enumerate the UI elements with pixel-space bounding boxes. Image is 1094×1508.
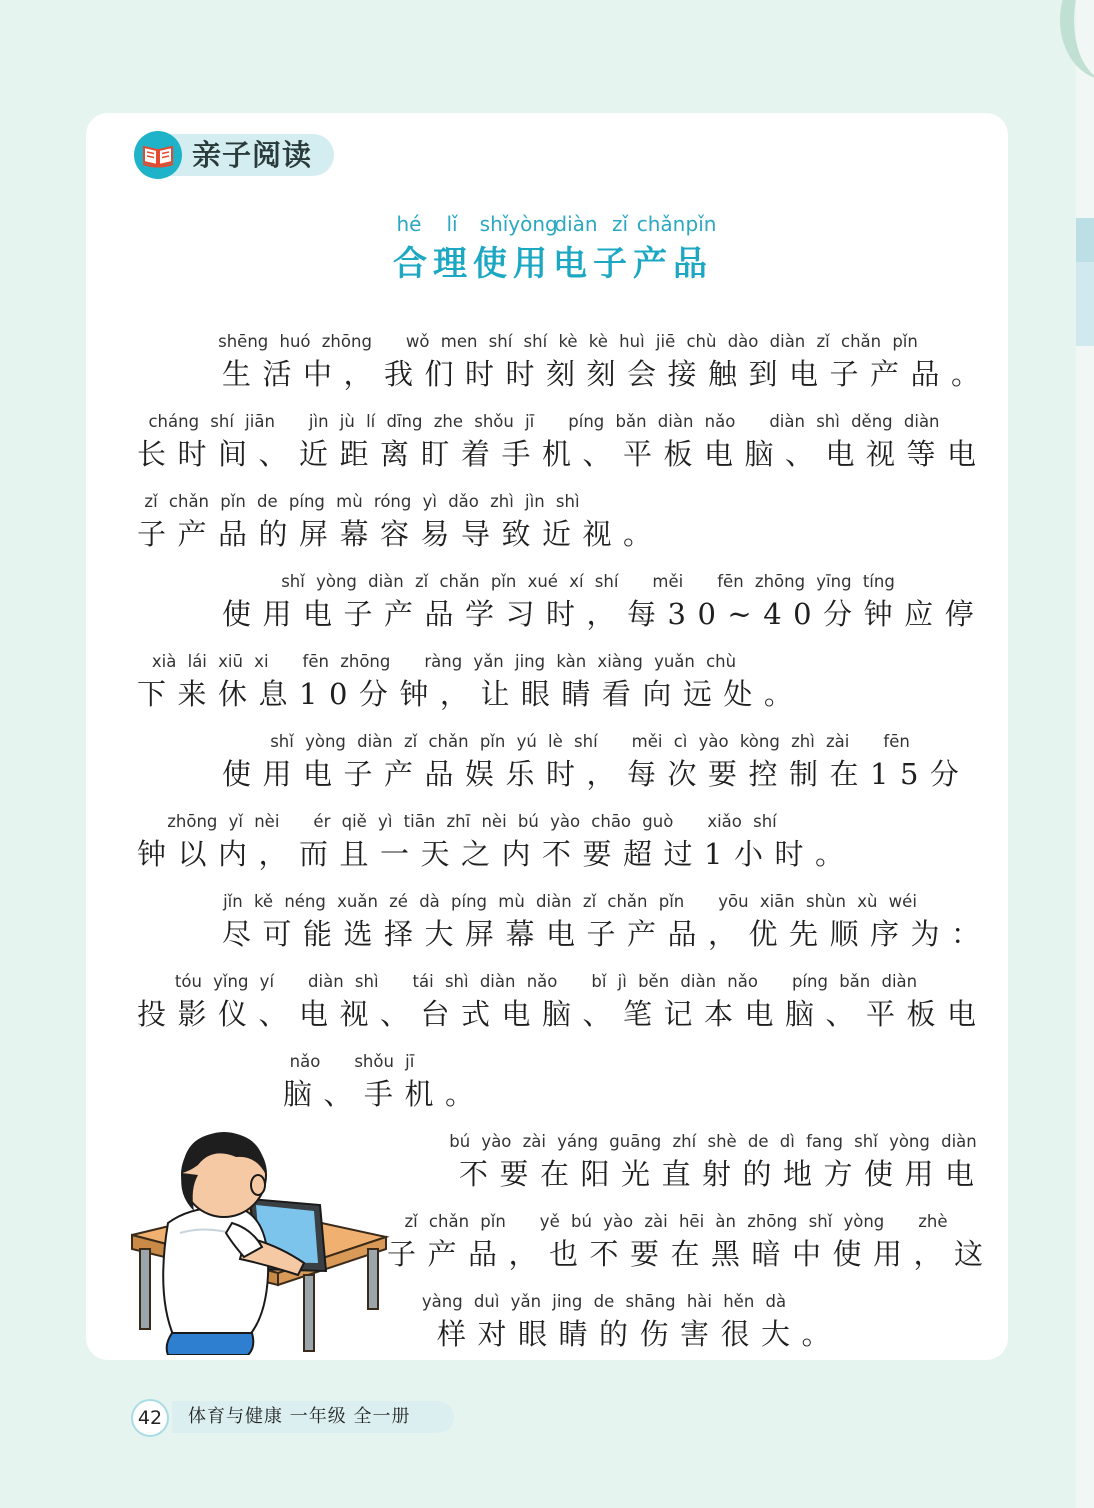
hanzi-line: 子产品，也不要在黑暗中使用，这 — [387, 1237, 995, 1271]
pinyin-word-group: ér qiě yì tiān zhī nèi bú yào chāo guò — [313, 812, 674, 831]
pinyin-line — [148, 412, 939, 431]
hanzi-line: 钟以内，而且一天之内不要超过1小时。 — [137, 837, 856, 871]
pinyin-word-group: píng bǎn diàn — [791, 972, 918, 991]
pinyin-line — [223, 892, 917, 911]
hanzi-line: 下来休息10分钟，让眼睛看向远处。 — [137, 677, 805, 711]
section-title: 亲子阅读 — [192, 138, 313, 172]
pinyin-word-group: zhè — [918, 1212, 948, 1231]
pinyin-word-group: xià lái xiū xi — [151, 652, 269, 671]
hanzi-line: 使用电子产品学习时，每30~40分钟应停 — [222, 597, 986, 631]
pinyin-line — [167, 812, 777, 831]
pinyin-word-group: xiǎo shí — [707, 812, 777, 831]
hanzi-line: 子产品的屏幕容易导致近视。 — [137, 517, 664, 551]
pinyin-word-group: zǐ chǎn pǐn de píng mù róng yì dǎo zhì jìn shì — [144, 492, 580, 511]
pinyin-word-group: yě bú yào zài hēi àn zhōng shǐ yòng — [539, 1212, 885, 1231]
pinyin-word-group: shǐ yòng diàn zǐ chǎn pǐn xué xí shí — [281, 572, 619, 591]
pinyin-word-group: měi cì yào kòng zhì zài — [631, 732, 850, 751]
pinyin-word-group: nǎo — [289, 1052, 321, 1071]
pinyin-word-group: měi — [652, 572, 684, 591]
pinyin-word-group: fēn zhōng — [302, 652, 391, 671]
title-pinyin-syllable: pǐn — [685, 212, 717, 236]
title-pinyin-syllable: chǎn — [636, 212, 686, 236]
pinyin-word-group: tái shì diàn nǎo — [412, 972, 558, 991]
pinyin-line — [270, 732, 910, 751]
hanzi-line: 投影仪、电视、台式电脑、笔记本电脑、平板电 — [137, 997, 988, 1031]
hanzi-line: 尽可能选择大屏幕电子产品，优先顺序为： — [222, 917, 992, 951]
pinyin-word-group: ràng yǎn jing kàn xiàng yuǎn chù — [424, 652, 737, 671]
hanzi-line: 使用电子产品娱乐时，每次要控制在15分 — [222, 757, 971, 791]
pinyin-word-group: yàng duì yǎn jing de shāng hài hěn dà — [421, 1292, 787, 1311]
pinyin-word-group: bú yào zài yáng guāng zhí shè de dì fang shǐ yòng diàn — [449, 1132, 977, 1151]
page-edge-tab — [1076, 218, 1094, 346]
pinyin-word-group: jìn jù lí dīng zhe shǒu jī — [308, 412, 535, 431]
hanzi-line: 脑、手机。 — [283, 1077, 486, 1111]
title-pinyin-syllable: diàn — [554, 212, 598, 236]
pinyin-word-group: shǒu jī — [354, 1052, 415, 1071]
pinyin-line — [281, 572, 895, 591]
book-title: 体育与健康 一年级 全一册 — [188, 1406, 411, 1427]
pinyin-word-group: shēng huó zhōng — [218, 332, 372, 351]
pinyin-word-group: zǐ chǎn pǐn — [404, 1212, 506, 1231]
title-pinyin-syllable: zǐ — [611, 212, 629, 236]
pinyin-line — [144, 492, 579, 511]
title-pinyin-syllable: shǐ — [479, 212, 509, 236]
pinyin-word-group: shǐ yòng diàn zǐ chǎn pǐn yú lè shí — [270, 732, 598, 751]
pinyin-word-group: jǐn kě néng xuǎn zé dà píng mù diàn zǐ chǎn pǐn — [223, 892, 685, 911]
hanzi-line: 长时间、近距离盯着手机、平板电脑、电视等电 — [137, 437, 988, 471]
pinyin-line — [218, 332, 918, 351]
open-book-icon — [134, 131, 182, 179]
pinyin-word-group: zhōng yǐ nèi — [167, 812, 280, 831]
pinyin-word-group: wǒ men shí shí kè kè huì jiē chù dào diàn zǐ chǎn pǐn — [405, 332, 918, 351]
pinyin-word-group: píng bǎn diàn nǎo — [568, 412, 736, 431]
pinyin-word-group: tóu yǐng yí — [174, 972, 275, 991]
section-badge — [134, 131, 334, 179]
pinyin-word-group: yōu xiān shùn xù wéi — [718, 892, 917, 911]
page-number: 42 — [131, 1399, 169, 1437]
hanzi-line: 样对眼睛的伤害很大。 — [437, 1317, 843, 1351]
article-title: 合理使用电子产品 — [393, 244, 713, 284]
pinyin-word-group: diàn shì děng diàn — [769, 412, 940, 431]
pinyin-line — [152, 652, 736, 671]
pinyin-word-group: fēn — [883, 732, 910, 751]
pinyin-line — [449, 1132, 976, 1151]
pinyin-word-group: diàn shì — [308, 972, 379, 991]
boy-using-tablet-illustration — [128, 1125, 390, 1355]
pinyin-word-group: bǐ jì běn diàn nǎo — [591, 972, 758, 991]
hanzi-line: 生活中，我们时时刻刻会接触到电子产品。 — [222, 357, 992, 391]
title-pinyin-syllable: yòng — [508, 212, 558, 236]
pinyin-line — [404, 1212, 947, 1231]
pinyin-line — [422, 1292, 786, 1311]
pinyin-line — [290, 1052, 415, 1071]
title-pinyin-syllable: hé — [396, 212, 422, 236]
pinyin-word-group: cháng shí jiān — [148, 412, 275, 431]
pinyin-line — [175, 972, 917, 991]
hanzi-line: 不要在阳光直射的地方使用电 — [459, 1157, 986, 1191]
title-pinyin-syllable: lǐ — [446, 212, 458, 236]
pinyin-word-group: fēn zhōng yīng tíng — [717, 572, 895, 591]
